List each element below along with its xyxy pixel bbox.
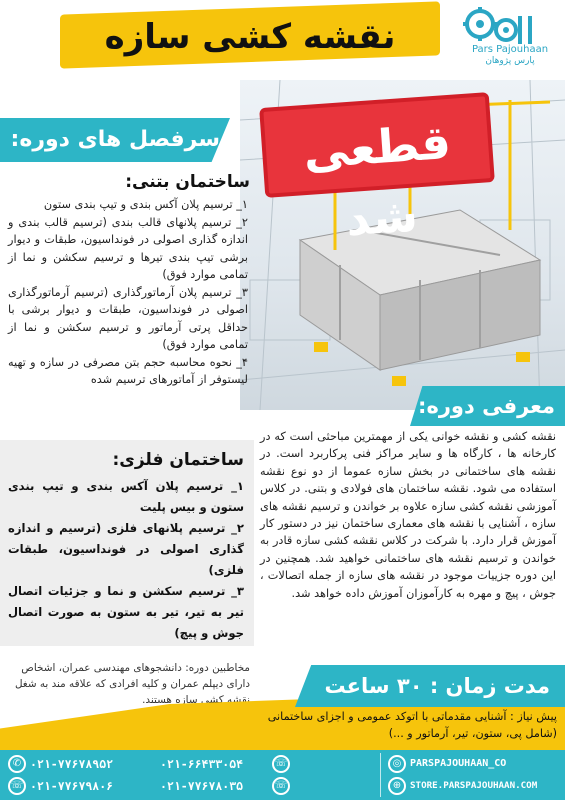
list-item: ۱_ ترسیم پلان آکس بندی و تیپ بندی ستون و بیس پلیت — [8, 479, 244, 514]
instagram-icon: ◎ — [388, 755, 406, 773]
phone-number[interactable]: ۰۲۱-۶۶۴۳۳۰۵۴ — [160, 757, 244, 771]
list-item: ۴_ نحوه محاسبه حجم بتن مصرفی در سازه و تهیه لیستوفر از آماتورهای ترسیم شده — [8, 355, 248, 386]
intro-heading: معرفی دوره: — [418, 394, 555, 418]
website-link[interactable]: STORE.PARSPAJOUHAAN.COM — [410, 780, 538, 791]
concrete-heading: ساختمان بتنی: — [125, 172, 250, 192]
list-item: ۱_ ترسیم پلان آکس بندی و تیپ بندی ستون — [43, 198, 248, 211]
page-title: نقشه کشی سازه — [104, 17, 396, 57]
instagram-handle[interactable]: PARSPAJOUHAAN_CO — [410, 758, 507, 769]
phone-number[interactable]: ۰۲۱-۷۷۶۷۸۰۳۵ — [160, 779, 244, 793]
phone-icon: ☏ — [272, 755, 290, 773]
gear-logo-icon — [458, 6, 558, 46]
list-item: ۲_ ترسیم پلانهای قالب بندی (ترسیم قالب بندی و اندازه گذاری اصولی در فونداسیون، طبقات و دیوار برشی تیپ بندی تیرها و ترسیم سکشن و نما از تمامی موارد فوق) — [8, 215, 248, 281]
footer-divider — [380, 753, 381, 797]
list-item: ۳_ ترسیم سکشن و نما و جزئیات اتصال تیر به تیر، تیر به ستون به صورت اتصال جوش و پیچ) — [8, 584, 244, 640]
concrete-list — [8, 196, 248, 426]
logo-text-fa: پارس پژوهان — [485, 56, 535, 66]
confirmed-stamp-text: قطعی شد — [301, 114, 453, 247]
phone-number[interactable]: ۰۲۱-۷۷۶۷۸۹۵۲ — [30, 757, 114, 771]
outline-heading: سرفصل های دوره: — [10, 127, 220, 152]
phone-icon: ☏ — [272, 777, 290, 795]
audience-text: مخاطبین دوره: دانشجوهای مهندسی عمران، اشخاص دارای دیپلم عمران و کلیه افرادی که علاقه مند به شغل نقشه کشی سازه هستند. — [14, 662, 250, 706]
list-item: ۲_ ترسیم پلانهای فلزی (ترسیم و اندازه گذاری اصولی در فونداسیون، طبقات فلزی) — [8, 521, 244, 577]
globe-icon: ⊕ — [388, 777, 406, 795]
prerequisite-text: پیش نیاز : آشنایی مقدماتی با اتوکد عمومی و اجزای ساختمانی (شامل پی، ستون، تیر، آرماتور و ...) — [267, 710, 557, 740]
list-item: ۳_ ترسیم پلان آرماتورگذاری (ترسیم آرماتورگذاری اصولی در فونداسیون، طبقات و دیوار برشی با حداقل پرتی آرماتور و ترسیم سکشن و نما از تمامی موارد فوق) — [8, 285, 248, 351]
intro-body: نقشه کشی و نقشه خوانی یکی از مهمترین مباحثی است که در کارخانه ها ، کارگاه ها و سایر مراکز فنی پرکاربرد است. در نقشه های ساختمانی در بخش سازه عموما از دو نوع نقشه استفاده می شود. نقشه ساختمان های فولادی و بتنی. در کلاس آموزشی نقشه کشی سازه علاوه بر خواندن و ترسیم نقشه های سازه ، آشنایی با نقشه های معماری ساختمان نیز در دستور کار آموزش قرار دارد. با شرکت در کلاس نقشه کشی سازه قادر به خواندن و ترسیم نقشه های ساختمانی خواهید شد. همچنین در این دوره جزییات موجود در نقشه های سازه از جمله اتصالات ، جوش ، پیچ و مهره به کارآموزان آموزش داده خواهد شد. — [260, 430, 556, 600]
duration-text: مدت زمان : ۳۰ ساعت — [324, 674, 550, 698]
whatsapp-icon: ✆ — [8, 755, 26, 773]
metal-heading: ساختمان فلزی: — [112, 450, 244, 470]
phone-icon: ☏ — [8, 777, 26, 795]
metal-list — [8, 476, 244, 646]
phone-number[interactable]: ۰۲۱-۷۷۶۷۹۸۰۶ — [30, 779, 114, 793]
logo-text-en: Pars Pajouhaan — [471, 44, 549, 55]
